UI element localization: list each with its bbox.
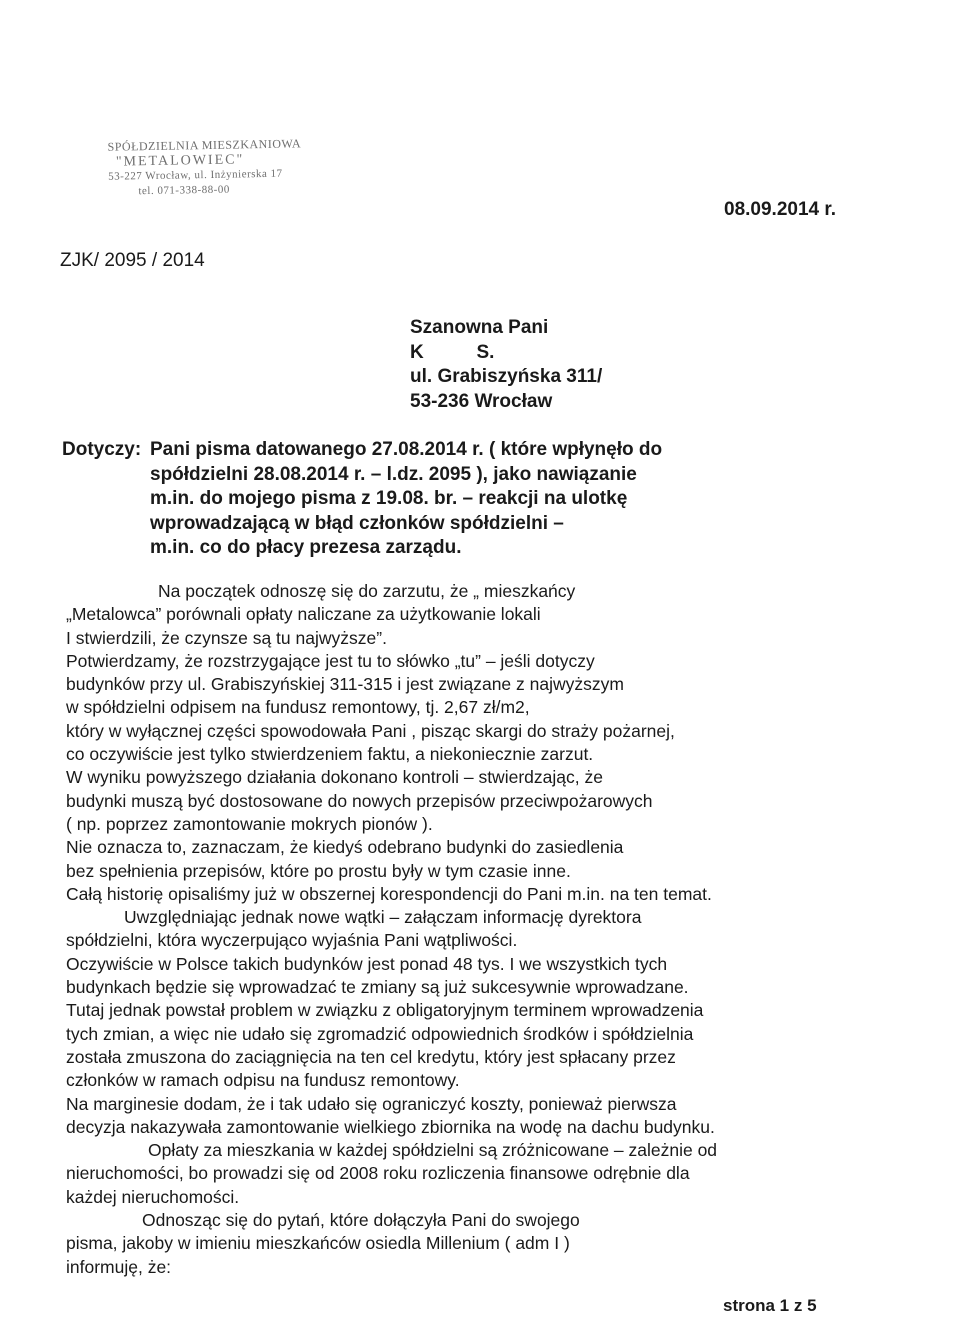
body-line: „Metalowca” porównali opłaty naliczane za użytkowanie lokali [66,604,541,625]
body-line: każdej nieruchomości. [66,1186,240,1207]
body-line: pisma, jakoby w imieniu mieszkańców osiedla Millenium ( adm I ) [66,1233,570,1254]
body-line: Opłaty za mieszkania w każdej spółdzielni są zróżnicowane – zależnie od [148,1140,718,1161]
body-line: tych zmian, a więc nie udało się zgromadzić odpowiednich środków i spółdzielnia [66,1023,694,1044]
body-line: w spółdzielni odpisem na fundusz remontowy, tj. 2,67 zł/m2, [66,697,530,718]
stamp-line: tel. 071-338-88-00 [138,183,230,198]
body-line: W wyniku powyższego działania dokonano kontroli – stwierdzając, że [66,767,603,788]
body-line: Całą historię opisaliśmy już w obszernej korespondencji do Pani m.in. na ten temat. [66,883,712,904]
subject-line: m.in. do mojego pisma z 19.08. br. – reakcji na ulotkę [150,488,628,509]
subject-line: spółdzielni 28.08.2014 r. – l.dz. 2095 ), jako nawiązanie [150,463,637,485]
page-number: strona 1 z 5 [723,1296,817,1315]
body-line: co oczywiście jest tylko stwierdzeniem faktu, a niekoniecznie zarzut. [66,744,594,765]
addressee-salutation: Szanowna Pani [410,317,549,338]
letter-body [66,580,866,1279]
body-line: budynki muszą być dostosowane do nowych przepisów przeciwpożarowych [66,790,653,811]
body-line: została zmuszona do zaciągnięcia na ten cel kredytu, który jest spłacany przez [66,1046,676,1067]
body-line: budynkach będzie się wprowadzać te zmiany są już sukcesywnie wprowadzane. [66,977,689,998]
letter-date: 08.09.2014 r. [724,199,836,220]
company-stamp [107,136,308,199]
subject-block [62,438,782,561]
body-line: spółdzielni, która wyczerpująco wyjaśnia Pani wątpliwości. [66,930,518,951]
subject-line: wprowadzającą w błąd członków spółdzielni – [150,512,564,534]
body-line: decyzja nakazywała zamontowanie wielkiego zbiornika na wodę na dachu budynku. [66,1116,715,1137]
subject-line: Pani pisma datowanego 27.08.2014 r. ( które wpłynęło do [150,439,663,460]
body-line: I stwierdzili, że czynsze są tu najwyższe”. [66,627,387,648]
stamp-line: 53-227 Wrocław, ul. Inżynierska 17 [108,167,283,183]
body-line: Tutaj jednak powstał problem w związku z obligatoryjnym terminem wprowadzenia [66,1000,704,1021]
body-line: członków w ramach odpisu na fundusz remontowy. [66,1070,460,1091]
body-line: bez spełnienia przepisów, które po prostu były w tym czasie inne. [66,860,571,881]
stamp-line: SPÓŁDZIELNIA MIESZKANIOWA [107,136,302,154]
body-line: Potwierdzamy, że rozstrzygające jest tu to słówko „tu” – jeśli dotyczy [66,650,595,671]
body-line: Odnosząc się do pytań, które dołączyła Pani do swojego [142,1210,580,1231]
body-line: Nie oznacza to, zaznaczam, że kiedyś odebrano budynki do zasiedlenia [66,837,624,858]
body-line: informuję, że: [66,1256,172,1277]
subject-label: Dotyczy: [62,439,142,460]
reference-number: ZJK/ 2095 / 2014 [60,250,205,271]
body-line: który w wyłącznej części spowodowała Pani , pisząc skargi do straży pożarnej, [66,720,675,741]
addressee-city: 53-236 Wrocław [410,390,553,412]
addressee-block [410,316,602,414]
body-line: budynków przy ul. Grabiszyńskiej 311-315 i jest związane z najwyższym [66,674,624,695]
subject-line: m.in. co do płacy prezesa zarządu. [150,537,462,558]
body-line: Na marginesie dodam, że i tak udało się ograniczyć koszty, ponieważ pierwsza [66,1093,677,1114]
addressee-street: ul. Grabiszyńska 311/ [410,366,603,387]
body-line: Uwzględniając jednak nowe wątki – załączam informację dyrektora [124,907,642,928]
body-line: nieruchomości, bo prowadzi się od 2008 roku rozliczenia finansowe odrębnie dla [66,1163,690,1184]
body-line: Na początek odnoszę się do zarzutu, że „ mieszkańcy [158,581,576,601]
body-line: Oczywiście w Polsce takich budynków jest ponad 48 tys. I we wszystkich tych [66,953,668,974]
addressee-name: K S. [410,341,495,363]
body-line: ( np. poprzez zamontowanie mokrych pionów ). [66,813,433,834]
stamp-line: "METALOWIEC" [115,152,245,170]
